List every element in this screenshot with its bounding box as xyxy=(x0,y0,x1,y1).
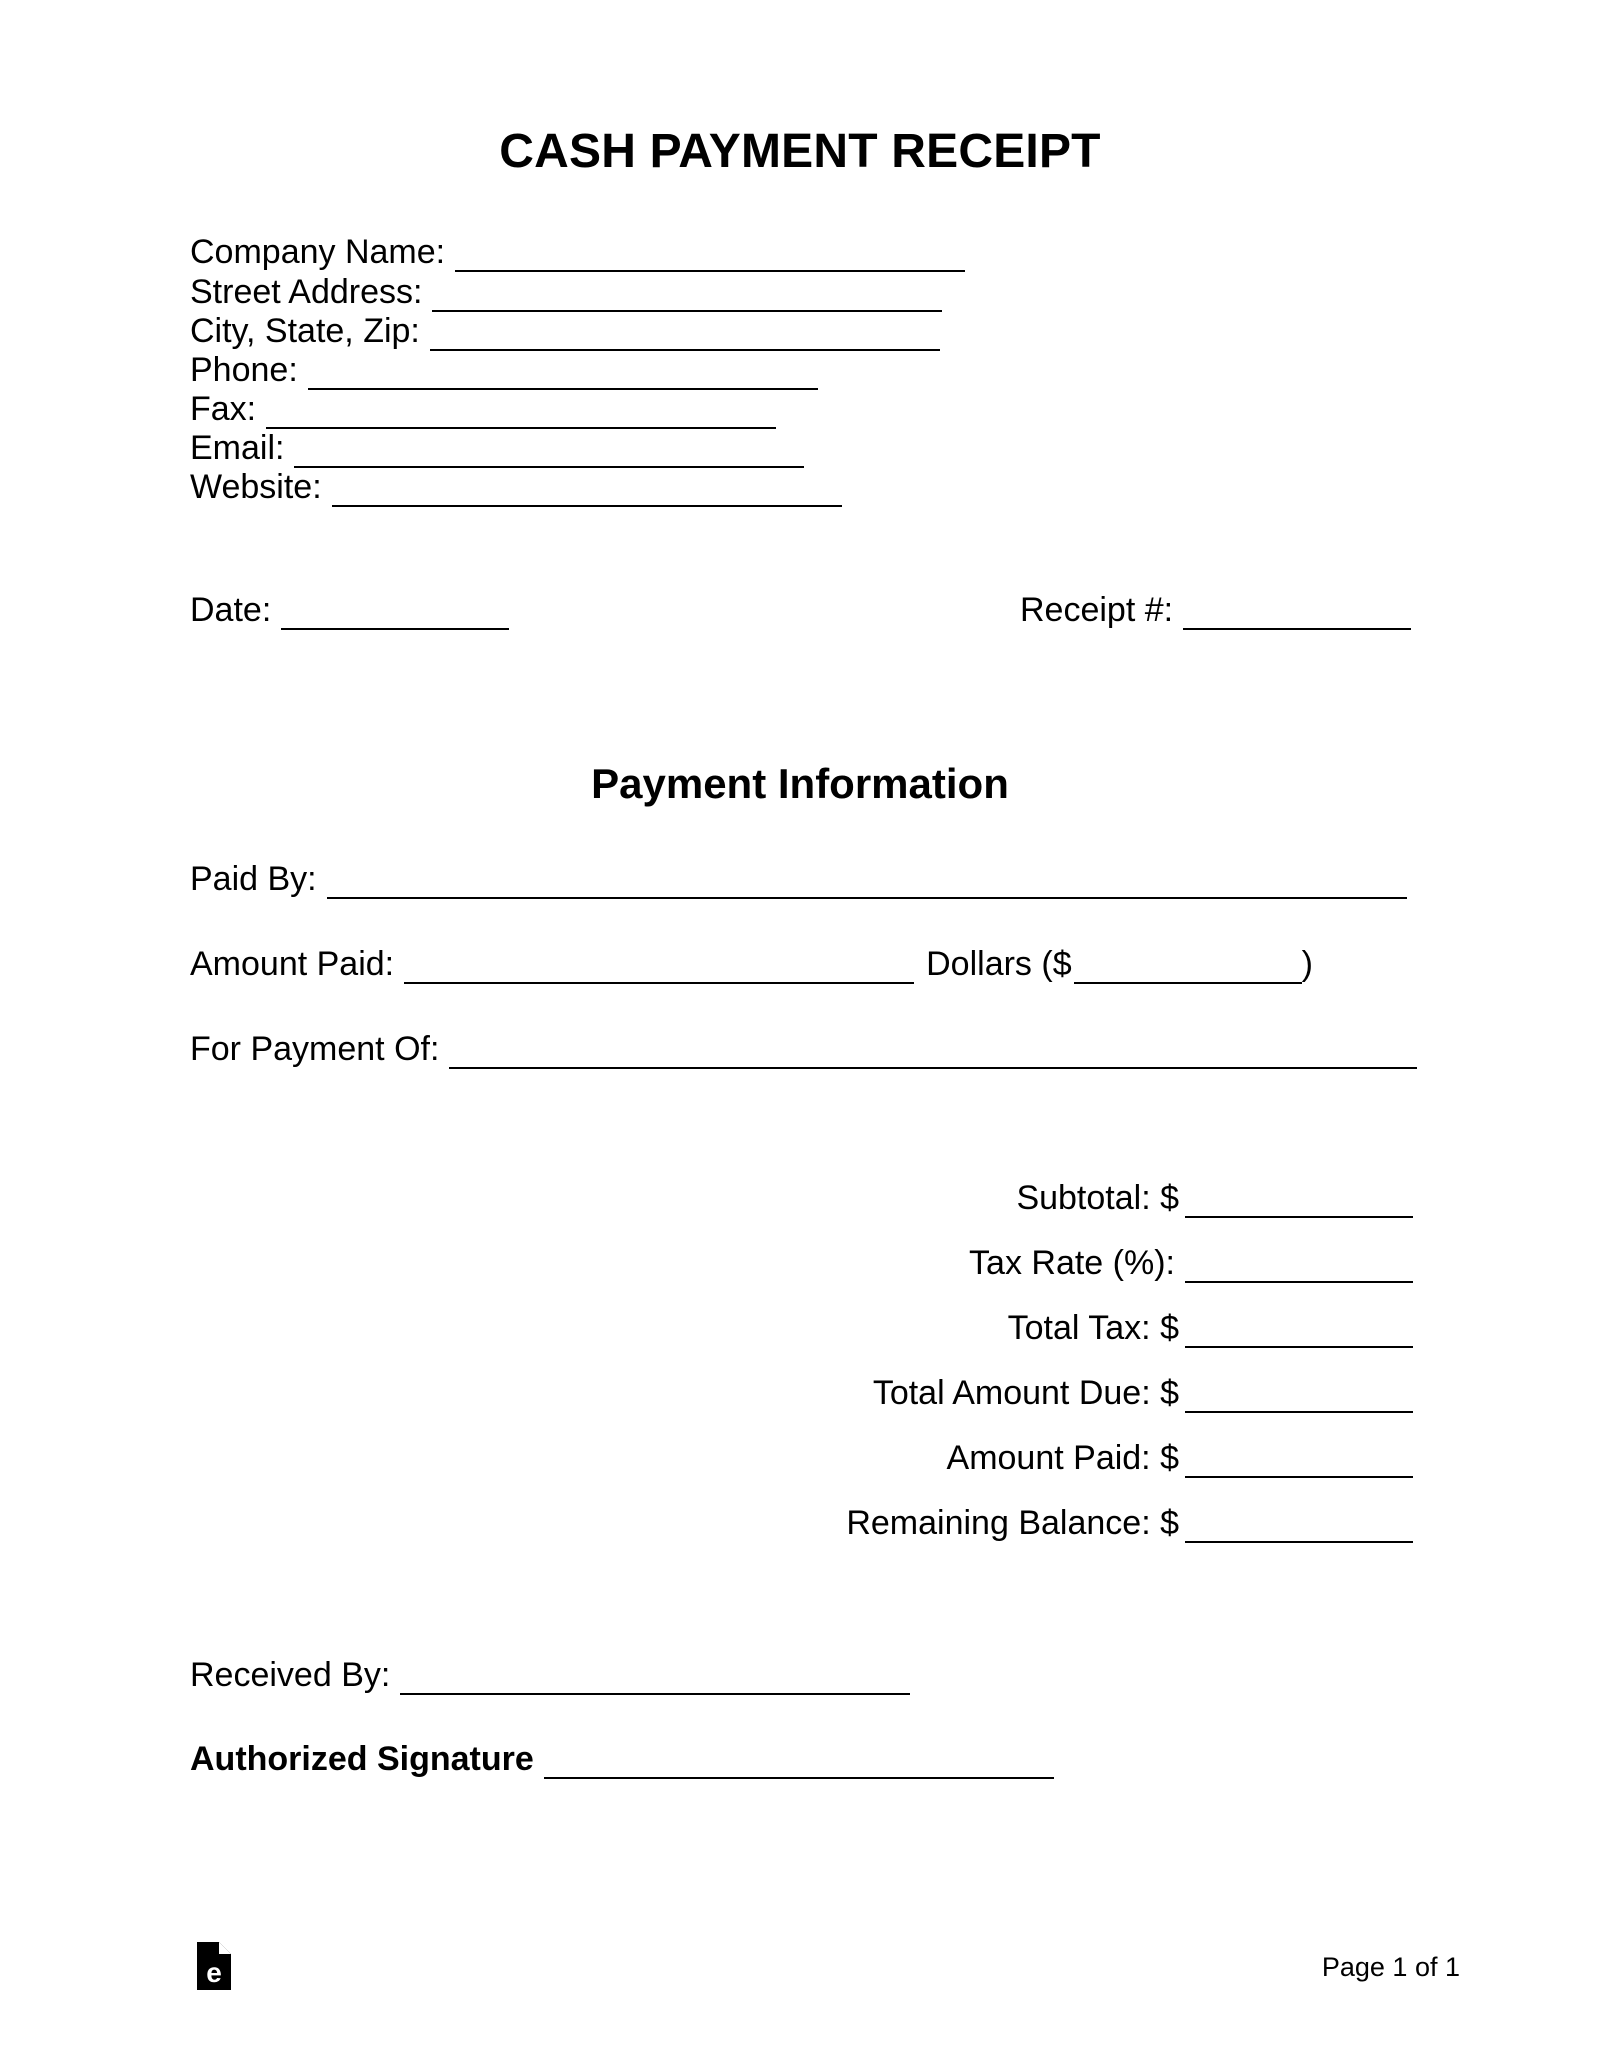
total-tax-field xyxy=(1008,1306,1413,1348)
for-payment-of-blank[interactable] xyxy=(449,1037,1417,1069)
company-name-label: Company Name: xyxy=(190,233,446,271)
page-number: Page 1 of 1 xyxy=(1321,1952,1460,1982)
date-label: Date: xyxy=(190,591,272,629)
amount-paid-field xyxy=(190,942,1313,984)
authorized-signature-field xyxy=(190,1737,1054,1779)
svg-text:e: e xyxy=(206,1957,222,1988)
phone-blank[interactable] xyxy=(308,358,818,390)
fax-field xyxy=(190,387,776,429)
street-address-label: Street Address: xyxy=(190,273,423,311)
paid-by-field xyxy=(190,857,1407,899)
tax-rate-label: Tax Rate (%): xyxy=(969,1244,1175,1282)
email-field xyxy=(190,426,804,468)
subtotal-blank[interactable] xyxy=(1185,1186,1413,1218)
authorized-signature-blank[interactable] xyxy=(544,1747,1054,1779)
received-by-field xyxy=(190,1653,910,1695)
for-payment-of-field xyxy=(190,1027,1417,1069)
receipt-number-blank[interactable] xyxy=(1183,598,1411,630)
website-blank[interactable] xyxy=(332,475,842,507)
document-title: CASH PAYMENT RECEIPT xyxy=(499,125,1101,178)
phone-label: Phone: xyxy=(190,351,298,389)
amount-paid-dollars-blank[interactable] xyxy=(1074,952,1302,984)
total-tax-label: Total Tax: $ xyxy=(1007,1309,1179,1347)
fax-label: Fax: xyxy=(190,390,257,428)
eforms-logo-icon xyxy=(195,1940,233,1992)
email-blank[interactable] xyxy=(294,436,804,468)
phone-field xyxy=(190,348,818,390)
tax-rate-field xyxy=(969,1241,1413,1283)
date-field xyxy=(190,588,509,630)
subtotal-label: Subtotal: $ xyxy=(1016,1179,1179,1217)
receipt-number-field xyxy=(1020,588,1411,630)
dollars-label: Dollars ($ xyxy=(926,945,1072,983)
remaining-balance-label: Remaining Balance: $ xyxy=(846,1504,1179,1542)
received-by-label: Received By: xyxy=(190,1656,391,1694)
website-label: Website: xyxy=(190,468,322,506)
for-payment-of-label: For Payment Of: xyxy=(190,1030,440,1068)
authorized-signature-label: Authorized Signature xyxy=(190,1740,534,1778)
totals-amount-paid-blank[interactable] xyxy=(1185,1446,1413,1478)
amount-paid-label: Amount Paid: xyxy=(190,945,395,983)
amount-paid-words-blank[interactable] xyxy=(404,952,914,984)
city-state-zip-blank[interactable] xyxy=(430,319,940,351)
city-state-zip-field xyxy=(190,309,940,351)
remaining-balance-field xyxy=(846,1501,1413,1543)
subtotal-field xyxy=(1016,1176,1413,1218)
remaining-balance-blank[interactable] xyxy=(1185,1511,1413,1543)
tax-rate-blank[interactable] xyxy=(1185,1251,1413,1283)
city-state-zip-label: City, State, Zip: xyxy=(190,312,420,350)
paid-by-blank[interactable] xyxy=(327,867,1407,899)
totals-amount-paid-field xyxy=(947,1436,1413,1478)
payment-information-heading: Payment Information xyxy=(591,760,1009,807)
total-amount-due-blank[interactable] xyxy=(1185,1381,1413,1413)
company-name-field xyxy=(190,230,965,272)
email-label: Email: xyxy=(190,429,285,467)
date-blank[interactable] xyxy=(281,598,509,630)
paid-by-label: Paid By: xyxy=(190,860,317,898)
total-amount-due-label: Total Amount Due: $ xyxy=(872,1374,1179,1412)
total-tax-blank[interactable] xyxy=(1185,1316,1413,1348)
total-amount-due-field xyxy=(873,1371,1413,1413)
company-name-blank[interactable] xyxy=(455,240,965,272)
website-field xyxy=(190,465,842,507)
receipt-number-label: Receipt #: xyxy=(1020,591,1174,629)
street-address-blank[interactable] xyxy=(432,280,942,312)
received-by-blank[interactable] xyxy=(400,1663,910,1695)
fax-blank[interactable] xyxy=(266,397,776,429)
totals-amount-paid-label: Amount Paid: $ xyxy=(946,1439,1179,1477)
street-address-field xyxy=(190,270,942,312)
dollars-close: ) xyxy=(1301,945,1313,983)
